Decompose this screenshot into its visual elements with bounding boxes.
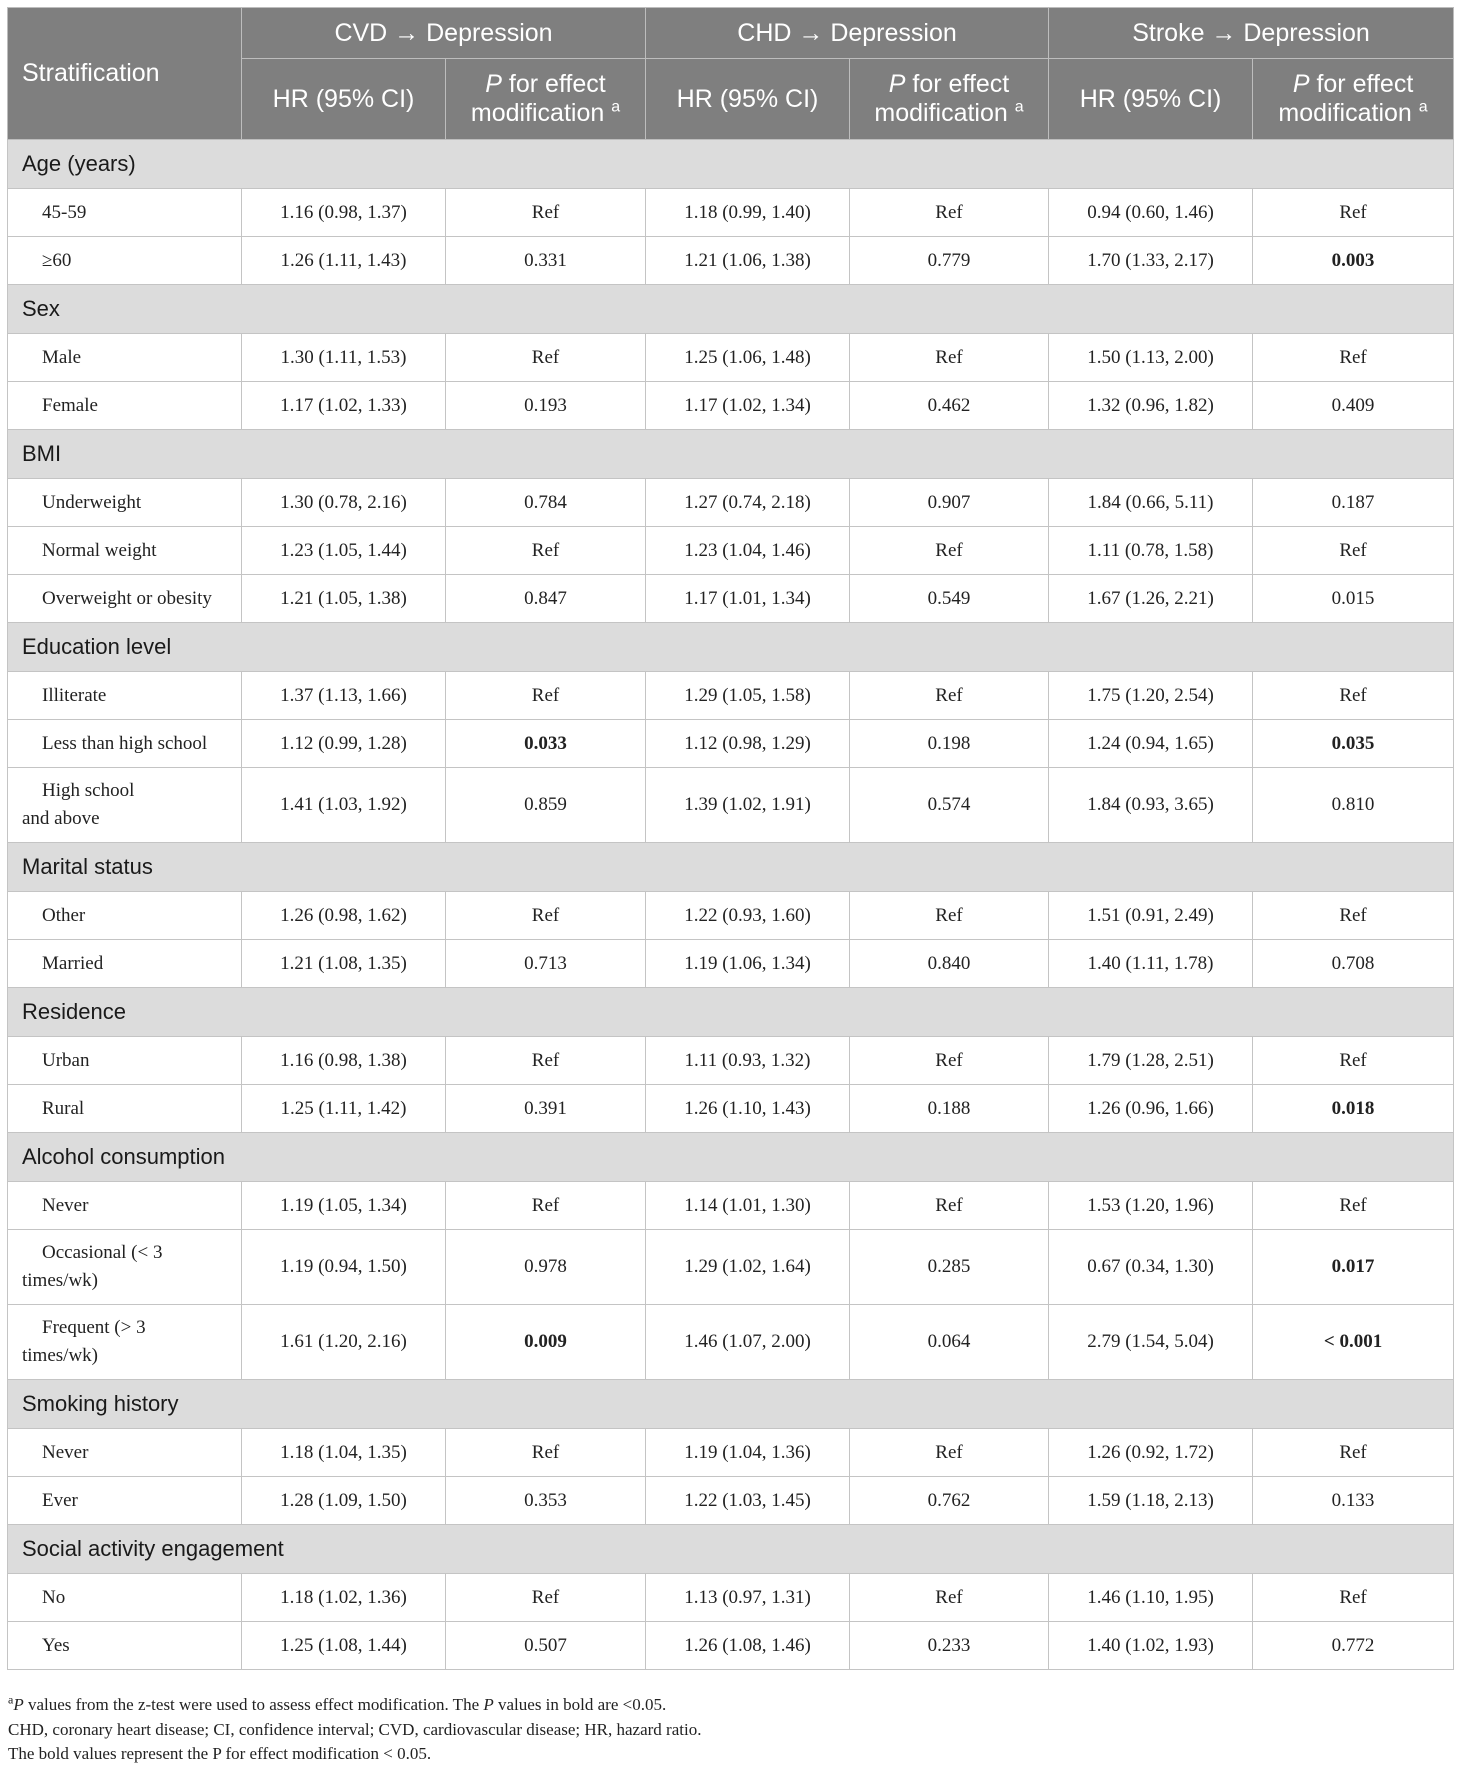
hr-cell: 1.26 (1.11, 1.43) (242, 237, 446, 285)
hr-cell: 1.79 (1.28, 2.51) (1049, 1037, 1253, 1085)
hr-cell: 1.29 (1.02, 1.64) (646, 1230, 850, 1305)
hr-cell: 1.12 (0.98, 1.29) (646, 720, 850, 768)
table-row (8, 940, 1454, 988)
hr-cell: 1.70 (1.33, 2.17) (1049, 237, 1253, 285)
hr-cell: 1.17 (1.02, 1.33) (242, 382, 446, 430)
p-value-cell: 0.708 (1253, 940, 1454, 988)
p-value-cell: Ref (850, 1182, 1049, 1230)
hr-cell: 1.28 (1.09, 1.50) (242, 1477, 446, 1525)
hr-cell: 1.21 (1.08, 1.35) (242, 940, 446, 988)
hr-cell: 1.39 (1.02, 1.91) (646, 768, 850, 843)
header-p-line1: for effect (905, 70, 1010, 98)
p-value-cell: 0.462 (850, 382, 1049, 430)
footnote-a (8, 1693, 1448, 1718)
hr-cell: 1.12 (0.99, 1.28) (242, 720, 446, 768)
p-value-cell: 0.193 (446, 382, 646, 430)
row-label: Female (8, 382, 242, 430)
hr-cell: 1.17 (1.02, 1.34) (646, 382, 850, 430)
table-row (8, 1622, 1454, 1670)
p-value-cell: Ref (850, 672, 1049, 720)
table-row (8, 334, 1454, 382)
header-row-groups (8, 8, 1454, 59)
table-row (8, 382, 1454, 430)
p-value-cell: 0.409 (1253, 382, 1454, 430)
p-value-cell: Ref (1253, 1429, 1454, 1477)
header-p-sup: a (1418, 98, 1428, 116)
hr-cell: 1.25 (1.06, 1.48) (646, 334, 850, 382)
header-p-sup: a (611, 98, 621, 116)
p-value-cell: Ref (1253, 527, 1454, 575)
hr-cell: 1.21 (1.06, 1.38) (646, 237, 850, 285)
p-value-cell: 0.810 (1253, 768, 1454, 843)
p-value-cell: 0.003 (1253, 237, 1454, 285)
p-value-cell: Ref (446, 892, 646, 940)
p-value-cell: 0.353 (446, 1477, 646, 1525)
table-row (8, 892, 1454, 940)
row-label (8, 1230, 242, 1305)
hr-cell: 0.67 (0.34, 1.30) (1049, 1230, 1253, 1305)
p-value-cell: Ref (446, 672, 646, 720)
table-header (8, 8, 1454, 140)
section-header-row (8, 988, 1454, 1037)
row-label: Never (8, 1182, 242, 1230)
hr-cell: 1.18 (1.02, 1.36) (242, 1574, 446, 1622)
p-value-cell: Ref (850, 527, 1049, 575)
hr-cell: 1.30 (1.11, 1.53) (242, 334, 446, 382)
hr-cell: 1.14 (1.01, 1.30) (646, 1182, 850, 1230)
section-header-row (8, 623, 1454, 672)
footnote-italic-p: P (13, 1695, 24, 1714)
section-title: Alcohol consumption (8, 1133, 1454, 1182)
p-value-cell: 0.015 (1253, 575, 1454, 623)
hr-cell: 1.40 (1.11, 1.78) (1049, 940, 1253, 988)
row-label: Male (8, 334, 242, 382)
row-label: Yes (8, 1622, 242, 1670)
section-header-row (8, 1380, 1454, 1429)
p-value-cell: 0.187 (1253, 479, 1454, 527)
section-title: Residence (8, 988, 1454, 1037)
table-row (8, 527, 1454, 575)
header-p-line2: modification (874, 99, 1008, 127)
p-value-cell: 0.907 (850, 479, 1049, 527)
row-label-line1: High school (42, 780, 135, 801)
section-title: BMI (8, 430, 1454, 479)
table-row (8, 237, 1454, 285)
hr-cell: 1.19 (0.94, 1.50) (242, 1230, 446, 1305)
hr-cell: 1.27 (0.74, 2.18) (646, 479, 850, 527)
header-p-italic: P (1292, 70, 1310, 98)
hr-cell: 1.16 (0.98, 1.37) (242, 189, 446, 237)
row-label: Married (8, 940, 242, 988)
hr-cell: 1.50 (1.13, 2.00) (1049, 334, 1253, 382)
section-title: Age (years) (8, 140, 1454, 189)
p-value-cell: 0.507 (446, 1622, 646, 1670)
p-value-cell: Ref (446, 334, 646, 382)
p-value-cell: 0.331 (446, 237, 646, 285)
p-value-cell: 0.018 (1253, 1085, 1454, 1133)
hr-cell: 1.24 (0.94, 1.65) (1049, 720, 1253, 768)
p-value-cell: 0.549 (850, 575, 1049, 623)
p-value-cell: 0.285 (850, 1230, 1049, 1305)
row-label: Overweight or obesity (8, 575, 242, 623)
row-label: Ever (8, 1477, 242, 1525)
hr-cell: 1.11 (0.93, 1.32) (646, 1037, 850, 1085)
footnote-mid: values from the z-test were used to assess effect modification. The (23, 1695, 484, 1714)
hr-cell: 1.41 (1.03, 1.92) (242, 768, 446, 843)
row-label (8, 1305, 242, 1380)
row-label: ≥60 (8, 237, 242, 285)
hr-cell: 1.21 (1.05, 1.38) (242, 575, 446, 623)
p-value-cell: Ref (850, 1429, 1049, 1477)
hr-cell: 1.46 (1.10, 1.95) (1049, 1574, 1253, 1622)
section-title: Education level (8, 623, 1454, 672)
p-value-cell: 0.035 (1253, 720, 1454, 768)
hr-cell: 0.94 (0.60, 1.46) (1049, 189, 1253, 237)
row-label: No (8, 1574, 242, 1622)
effect-modification-table (7, 7, 1454, 1670)
section-header-row (8, 140, 1454, 189)
row-label (8, 768, 242, 843)
section-title: Sex (8, 285, 1454, 334)
p-value-cell: Ref (446, 1574, 646, 1622)
p-value-cell: Ref (446, 189, 646, 237)
hr-cell: 1.23 (1.04, 1.46) (646, 527, 850, 575)
p-value-cell: 0.391 (446, 1085, 646, 1133)
section-header-row (8, 285, 1454, 334)
hr-cell: 1.61 (1.20, 2.16) (242, 1305, 446, 1380)
p-value-cell: 0.840 (850, 940, 1049, 988)
row-label-line1: Frequent (> 3 (42, 1317, 146, 1338)
table-row (8, 1085, 1454, 1133)
hr-cell: 1.13 (0.97, 1.31) (646, 1574, 850, 1622)
p-value-cell: Ref (850, 189, 1049, 237)
p-value-cell: < 0.001 (1253, 1305, 1454, 1380)
section-title: Marital status (8, 843, 1454, 892)
p-value-cell: 0.772 (1253, 1622, 1454, 1670)
table-body (8, 140, 1454, 1670)
hr-cell: 1.37 (1.13, 1.66) (242, 672, 446, 720)
header-p (850, 59, 1049, 140)
header-p-line1: for effect (1309, 70, 1414, 98)
header-p-line2: modification (470, 99, 605, 127)
table-row (8, 768, 1454, 843)
p-value-cell: 0.978 (446, 1230, 646, 1305)
p-value-cell: 0.762 (850, 1477, 1049, 1525)
row-label-line1: Occasional (< 3 (42, 1242, 163, 1263)
hr-cell: 1.40 (1.02, 1.93) (1049, 1622, 1253, 1670)
row-label-line2: times/wk) (22, 1270, 98, 1291)
p-value-cell: 0.033 (446, 720, 646, 768)
hr-cell: 1.16 (0.98, 1.38) (242, 1037, 446, 1085)
section-header-row (8, 1525, 1454, 1574)
header-p (446, 59, 646, 140)
footnote-italic-p2: P (483, 1695, 494, 1714)
table-row (8, 1230, 1454, 1305)
row-label: Normal weight (8, 527, 242, 575)
section-header-row (8, 1133, 1454, 1182)
p-value-cell: Ref (850, 1574, 1049, 1622)
row-label: Never (8, 1429, 242, 1477)
p-value-cell: Ref (850, 892, 1049, 940)
table-footnotes (8, 1693, 1448, 1767)
table-row (8, 720, 1454, 768)
table-row (8, 1305, 1454, 1380)
row-label: 45-59 (8, 189, 242, 237)
p-value-cell: Ref (1253, 189, 1454, 237)
row-label: Other (8, 892, 242, 940)
hr-cell: 1.26 (1.10, 1.43) (646, 1085, 850, 1133)
hr-cell: 1.17 (1.01, 1.34) (646, 575, 850, 623)
table-row (8, 575, 1454, 623)
hr-cell: 1.25 (1.08, 1.44) (242, 1622, 446, 1670)
row-label: Illiterate (8, 672, 242, 720)
section-title: Smoking history (8, 1380, 1454, 1429)
header-p-sup: a (1014, 98, 1024, 116)
p-value-cell: 0.017 (1253, 1230, 1454, 1305)
table-row (8, 1429, 1454, 1477)
p-value-cell: 0.009 (446, 1305, 646, 1380)
hr-cell: 1.75 (1.20, 2.54) (1049, 672, 1253, 720)
hr-cell: 1.11 (0.78, 1.58) (1049, 527, 1253, 575)
footnote-bold: The bold values represent the P for effect modification < 0.05. (8, 1744, 432, 1763)
row-label: Less than high school (8, 720, 242, 768)
hr-cell: 1.22 (1.03, 1.45) (646, 1477, 850, 1525)
p-value-cell: Ref (850, 1037, 1049, 1085)
hr-cell: 1.19 (1.05, 1.34) (242, 1182, 446, 1230)
p-value-cell: 0.188 (850, 1085, 1049, 1133)
p-value-cell: Ref (446, 1037, 646, 1085)
hr-cell: 1.51 (0.91, 2.49) (1049, 892, 1253, 940)
p-value-cell: 0.713 (446, 940, 646, 988)
p-value-cell: Ref (446, 1182, 646, 1230)
hr-cell: 1.46 (1.07, 2.00) (646, 1305, 850, 1380)
p-value-cell: Ref (1253, 1182, 1454, 1230)
section-title: Social activity engagement (8, 1525, 1454, 1574)
p-value-cell: 0.784 (446, 479, 646, 527)
p-value-cell: Ref (1253, 1037, 1454, 1085)
header-p (1253, 59, 1454, 140)
hr-cell: 1.26 (1.08, 1.46) (646, 1622, 850, 1670)
hr-cell: 1.84 (0.66, 5.11) (1049, 479, 1253, 527)
header-hr: HR (95% CI) (242, 59, 446, 140)
footnote-abbreviations: CHD, coronary heart disease; CI, confidence interval; CVD, cardiovascular disease; HR, hazard ratio. (8, 1719, 702, 1739)
p-value-cell: Ref (1253, 672, 1454, 720)
hr-cell: 2.79 (1.54, 5.04) (1049, 1305, 1253, 1380)
section-header-row (8, 430, 1454, 479)
hr-cell: 1.32 (0.96, 1.82) (1049, 382, 1253, 430)
p-value-cell: 0.779 (850, 237, 1049, 285)
hr-cell: 1.18 (1.04, 1.35) (242, 1429, 446, 1477)
hr-cell: 1.18 (0.99, 1.40) (646, 189, 850, 237)
hr-cell: 1.53 (1.20, 1.96) (1049, 1182, 1253, 1230)
table-row (8, 1037, 1454, 1085)
header-group-chd: CHD → Depression (646, 8, 1049, 59)
footnote-sup: a (8, 1692, 14, 1707)
p-value-cell: 0.574 (850, 768, 1049, 843)
row-label: Rural (8, 1085, 242, 1133)
table-row (8, 1477, 1454, 1525)
p-value-cell: Ref (1253, 892, 1454, 940)
hr-cell: 1.22 (0.93, 1.60) (646, 892, 850, 940)
p-value-cell: 0.859 (446, 768, 646, 843)
hr-cell: 1.67 (1.26, 2.21) (1049, 575, 1253, 623)
p-value-cell: Ref (1253, 1574, 1454, 1622)
table-row (8, 1182, 1454, 1230)
table-row (8, 1574, 1454, 1622)
table-row (8, 672, 1454, 720)
row-label-line2: and above (22, 808, 100, 829)
p-value-cell: Ref (446, 527, 646, 575)
p-value-cell: Ref (850, 334, 1049, 382)
hr-cell: 1.29 (1.05, 1.58) (646, 672, 850, 720)
hr-cell: 1.30 (0.78, 2.16) (242, 479, 446, 527)
header-p-italic: P (485, 70, 502, 98)
hr-cell: 1.23 (1.05, 1.44) (242, 527, 446, 575)
hr-cell: 1.26 (0.92, 1.72) (1049, 1429, 1253, 1477)
p-value-cell: 0.233 (850, 1622, 1049, 1670)
footnote-end: values in bold are <0.05. (493, 1695, 667, 1714)
hr-cell: 1.19 (1.06, 1.34) (646, 940, 850, 988)
row-label-line2: times/wk) (22, 1345, 98, 1366)
hr-cell: 1.59 (1.18, 2.13) (1049, 1477, 1253, 1525)
p-value-cell: 0.847 (446, 575, 646, 623)
header-p-line2: modification (1278, 99, 1412, 127)
header-group-cvd: CVD → Depression (242, 8, 646, 59)
hr-cell: 1.19 (1.04, 1.36) (646, 1429, 850, 1477)
header-p-italic: P (888, 70, 906, 98)
p-value-cell: Ref (1253, 334, 1454, 382)
row-label: Underweight (8, 479, 242, 527)
hr-cell: 1.26 (0.96, 1.66) (1049, 1085, 1253, 1133)
table-row (8, 479, 1454, 527)
hr-cell: 1.26 (0.98, 1.62) (242, 892, 446, 940)
header-hr: HR (95% CI) (646, 59, 850, 140)
p-value-cell: 0.133 (1253, 1477, 1454, 1525)
hr-cell: 1.84 (0.93, 3.65) (1049, 768, 1253, 843)
p-value-cell: 0.198 (850, 720, 1049, 768)
header-stratification: Stratification (8, 8, 242, 140)
table-row (8, 189, 1454, 237)
header-group-stroke: Stroke → Depression (1049, 8, 1454, 59)
section-header-row (8, 843, 1454, 892)
p-value-cell: Ref (446, 1429, 646, 1477)
p-value-cell: 0.064 (850, 1305, 1049, 1380)
hr-cell: 1.25 (1.11, 1.42) (242, 1085, 446, 1133)
row-label: Urban (8, 1037, 242, 1085)
results-table-container (7, 7, 1453, 1670)
header-p-line1: for effect (501, 70, 606, 98)
header-hr: HR (95% CI) (1049, 59, 1253, 140)
